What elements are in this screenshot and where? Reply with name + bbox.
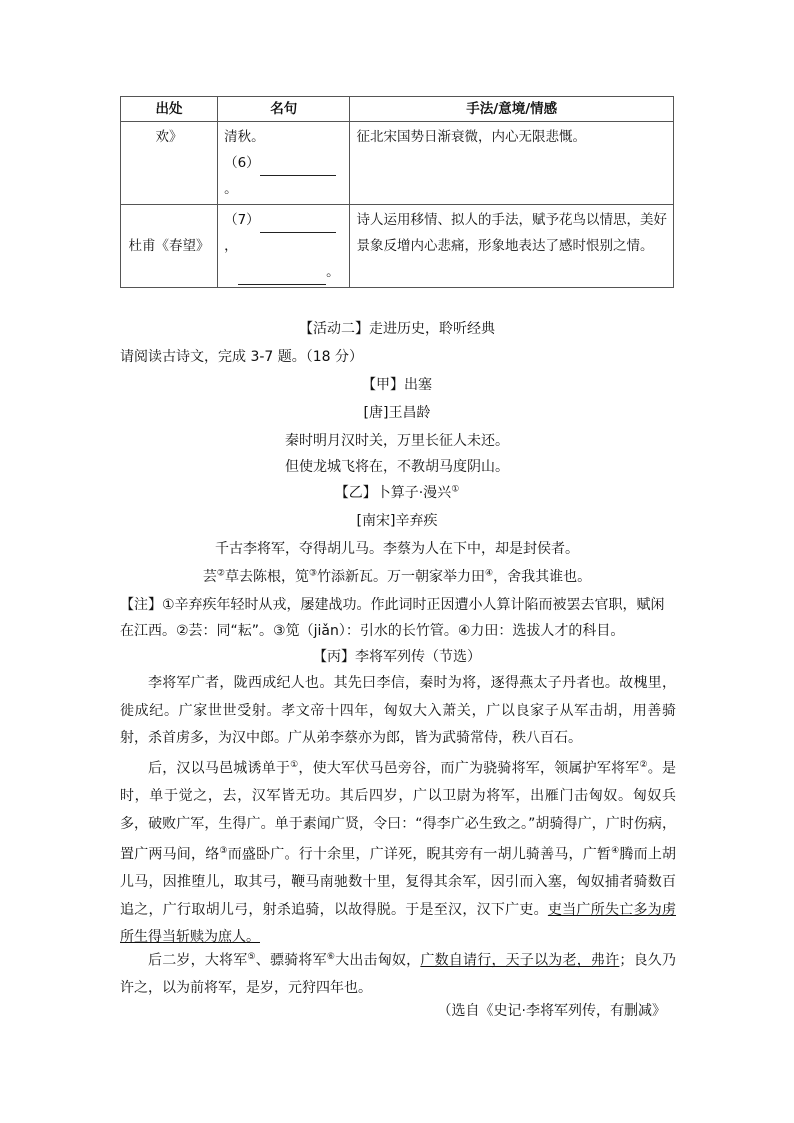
- row2-comma: ，: [224, 238, 238, 254]
- prose-title: 【丙】李将军列传（节选）: [313, 649, 481, 665]
- prose-text: 大出击匈奴，: [335, 952, 421, 969]
- footnote-marker: ②: [639, 760, 648, 770]
- prose-paragraph-2: [120, 752, 676, 952]
- note-line1: 【注】①辛弃疾年轻时从戎，屡建战功。作此词时正因遭小人算计陷而被罢去官职，赋闲: [120, 597, 665, 613]
- footnote-marker: ④: [485, 568, 494, 579]
- prose-text: 后二岁，大将军: [148, 952, 248, 969]
- header-source: 出处: [121, 97, 218, 122]
- poem-a-author: [唐]王昌龄: [363, 405, 431, 421]
- footnote-marker: ⑤: [247, 952, 256, 962]
- row2-source: 杜甫《春望》: [121, 205, 218, 288]
- row1-blank-label: （6）: [224, 155, 260, 171]
- row1-quote-end: 。: [224, 181, 238, 197]
- prose-paragraph-3: [120, 944, 676, 1003]
- row1-quote: [218, 122, 350, 205]
- activity-title: 【活动二】走进历史，聆听经典: [299, 321, 495, 337]
- row2-quote: [218, 205, 350, 288]
- prose-text: ，使大军伏马邑旁谷，而广为骁骑将军，领属护军将军: [298, 760, 640, 777]
- poem-b-title: 【乙】卜算子·漫兴: [334, 485, 452, 501]
- poem-a-title: 【甲】出塞: [362, 377, 432, 393]
- prose-text: 、骠骑将军: [255, 952, 327, 969]
- poem-analysis-table: [120, 96, 674, 288]
- row2-period: 。: [326, 264, 340, 280]
- prose-text: 后，汉以马邑城诱单于: [148, 760, 291, 777]
- row2-analysis: 诗人运用移情、拟人的手法，赋予花鸟以情思，美好景象反增内心悲痛，形象地表达了感时恨别之情。: [350, 205, 674, 288]
- underlined-sentence: 广数自请行，天子以为老，弗许: [420, 952, 620, 969]
- prose-text: 。是时，单于觉之，去，汉军皆无功。其后四岁，广以卫尉为将军，出雁门击匈奴。匈奴兵多，破败广军，生得广。单于素闻广贤，令曰：“得李广必生致之。”胡骑得广，广时伤病，置广两马间，络: [120, 760, 676, 863]
- header-quote: 名句: [218, 97, 350, 122]
- prose-text: ；良久乃许之，以为前将军，是岁，元狩四年也。: [120, 952, 676, 997]
- poem-b-line2: [0, 566, 794, 586]
- footnote-marker: ①: [290, 760, 299, 770]
- prose-text: 腾而上胡儿马，因推堕儿，取其弓，鞭马南驰数十里，复得其余军，因引而入塞，匈奴捕者骑数百追之，广行取胡儿弓，射杀追骑，以故得脱。于是至汉，汉下广吏。: [120, 846, 677, 918]
- poem-a-line1: 秦时明月汉时关，万里长征人未还。: [285, 433, 509, 449]
- row2-blank-line: [224, 207, 343, 233]
- instruction: 请阅读古诗文，完成 3-7 题。（18 分）: [120, 349, 364, 365]
- underlined-sentence: 吏当广所失亡多为虏所生得当斩赎为庶人。: [120, 901, 677, 946]
- footnote-marker: ②: [216, 568, 225, 579]
- poem-b-line2-part: 竹添新瓦。万一朝家举力田: [317, 569, 486, 585]
- note-line2: 在江西。②芸：同“耘”。③笕（jiǎn）：引水的长竹管。④力田：选拔人才的科目。: [120, 623, 625, 639]
- source-citation: （选自《史记·李将军列传，有删减》: [437, 1003, 666, 1019]
- answer-blank-7b[interactable]: [238, 266, 326, 285]
- poem-b-line2-part: ，舍我其谁也。: [493, 569, 592, 585]
- poem-b-line1: 千古李将军，夺得胡儿马。李蔡为人在下中，却是封侯者。: [215, 541, 579, 557]
- poem-b-author: [南宋]辛弃疾: [356, 513, 438, 529]
- footnote-marker: ⑥: [326, 952, 336, 962]
- footnote-marker: ④: [611, 846, 620, 857]
- prose-paragraph-1: 李将军广者，陇西成纪人也。其先曰李信，秦时为将，逐得燕太子丹者也。故槐里，徙成纪。广家世世受射。孝文帝十四年，匈奴大入萧关，广以良家子从军击胡，用善骑射，杀首虏多，为汉中郎。广从弟李蔡亦为郎，皆为武骑常侍，秩八百石。: [120, 675, 676, 746]
- poem-b-line2-part: 草去陈根，笕: [224, 569, 309, 585]
- prose-text: 而盛卧广。行十余里，广详死，睨其旁有一胡儿骑善马，广暂: [227, 846, 612, 863]
- footnote-marker: ③: [219, 846, 228, 857]
- header-analysis: 手法/意境/情感: [350, 97, 674, 122]
- answer-blank-7a[interactable]: [260, 214, 336, 233]
- row1-source: 欢》: [121, 122, 218, 205]
- row1-quote-line1: 清秋。: [224, 129, 265, 145]
- poem-b-title-line: [0, 482, 794, 502]
- row1-analysis: 征北宋国势日渐衰微，内心无限悲慨。: [350, 122, 674, 205]
- row2-blank-line2: [224, 259, 343, 285]
- table-row: [121, 122, 674, 205]
- poem-a-line2: 但使龙城飞将在，不教胡马度阴山。: [285, 459, 509, 475]
- poem-b-line2-part: 芸: [202, 569, 217, 585]
- table-row: [121, 205, 674, 288]
- row2-blank-label: （7）: [224, 212, 260, 228]
- row1-blank-line: [224, 150, 343, 176]
- table-header-row: [121, 97, 674, 122]
- answer-blank-6[interactable]: [260, 157, 336, 176]
- footnote-marker: ①: [451, 484, 460, 495]
- footnote-marker: ③: [308, 568, 318, 579]
